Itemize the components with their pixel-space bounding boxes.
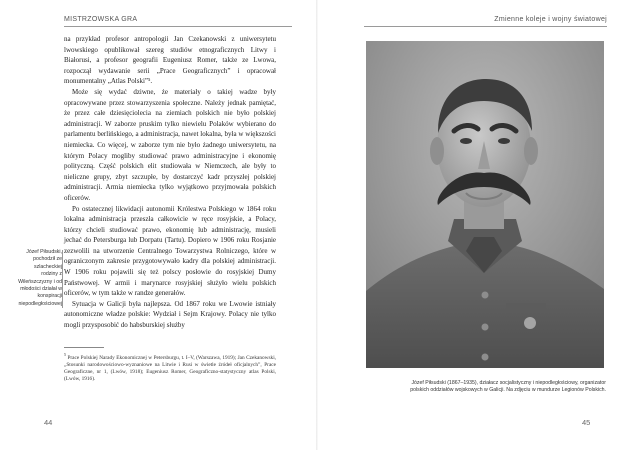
page-number-left: 44 — [44, 418, 53, 427]
header-rule-right — [364, 26, 607, 27]
paragraph: na przykład profesor antropologii Jan Czekanowski z uniwersytetu lwowskiego opublikował szereg studiów etnograficznych Litwy i Białorusi, a profesor geografii Eugeniusz Romer, także ze Lwowa, rozpoczął wydawanie serii „Prace Geograficznych” i opracował monumentalny „Atlas Polski”⁵. — [64, 35, 276, 86]
paragraph: Sytuacja w Galicji była najlepsza. Od 1867 roku we Lwowie istniały autonomiczne władze polskie: Wydział i Sejm Krajowy. Polacy nie tylko mogli przysposobić do habsburskiej służby — [64, 299, 276, 330]
margin-note-rule — [62, 250, 63, 308]
running-head-right: Zmienne koleje i wojny światowej — [494, 16, 607, 23]
paragraph: Może się wydać dziwne, że materiały o takiej wadze były opracowywane przez stowarzyszenia społeczne. Należy jednak pamiętać, że przez całe dziesięciolecia na ziemiach polskich nie było polskiej administracji. W zaborze pruskim tylko niewielu Polaków wybierano do parlamentu berlińskiego, a administracja, nawet lokalna, była w większości niemiecka. Co więcej, w zaborze tym nie było żadnego uniwersytetu, na którym Polacy mogliby studiować prawo administracyjne i ekonomię polityczną. Część polskich elit studiowała w Niemczech, ale były to nieliczne grupy, zbyt szczupłe, by dostarczyć kadr przyszłej polskiej administracji. Armia niemiecka tylko wyjątkowo przyjmowała polskich oficerów. — [64, 87, 276, 202]
left-page — [0, 0, 317, 450]
portrait-photo — [366, 41, 604, 368]
body-text — [64, 34, 276, 331]
photo-caption: Józef Piłsudski (1867–1935), działacz socjalistyczny i niepodległościowy, organizator polskich oddziałów wojskowych w Galicji. Na zdjęciu w mundurze Legionów Polskich. — [410, 380, 606, 394]
footnote-text: Prace Polskiej Narady Ekonomicznej w Petersburgu, t. I–V, (Warszawa, 1919); Jan Czekanowski, „Stosunki narodowościowo-wyznaniowe na Litwie i Rusi w świetle źródeł oficjalnych”, Prace Geograficzne, nr 1, (Lwów, 1918); Eugeniusz Romer, Geograficzno-statystyczny atlas Polski, (Lwów, 1916). — [64, 354, 276, 383]
footnote-rule — [64, 347, 104, 348]
running-head-left: MISTRZOWSKA GRA — [64, 16, 138, 23]
paragraph: Po ostatecznej likwidacji autonomii Królestwa Polskiego w 1864 roku lokalna administracja przeszła całkowicie w ręce rosyjskie, a Polacy, którzy chcieli studiować prawo, ekonomię lub administrację, musieli jechać do Petersburga lub Dorpatu (Tartu). Dopiero w 1906 roku Rosjanie zezwolili na utworzenie Centralnego Towarzystwa Rolniczego, które w ograniczonym zakresie przygotowywało kadry dla polskiej administracji. W 1906 roku pojawili się też polscy posłowie do rosyjskiej Dumy Państwowej. W armii i marynarce rosyjskiej służyło wielu polskich oficerów, w tym także w randze generałów. — [64, 204, 276, 298]
portrait-illustration — [366, 41, 604, 368]
page-number-right: 45 — [582, 418, 591, 427]
footnote-marker: 5 — [64, 352, 66, 357]
header-rule-left — [64, 26, 292, 27]
footnote — [64, 351, 276, 384]
margin-note: Józef Piłsudski, pochodził ze szlacheckiej rodziny z Wileńszczyzny i od młodości działał w konspiracji niepodległościowej — [18, 249, 62, 307]
